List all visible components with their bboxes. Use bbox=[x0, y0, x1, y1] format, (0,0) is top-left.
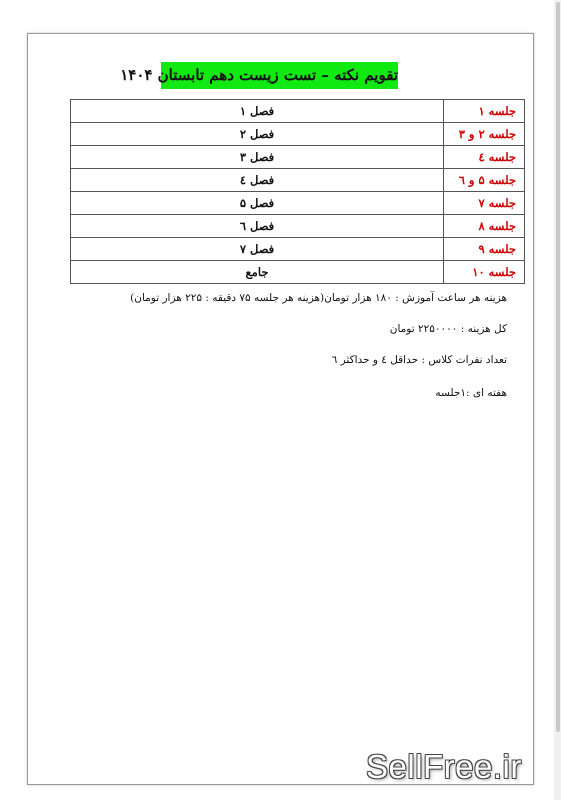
page-title: تقویم نکته – تست زیست دهم تابستان ۱۴۰۴ bbox=[161, 62, 398, 89]
scrollbar[interactable] bbox=[554, 0, 561, 800]
total-cost-note: کل هزینه : ۲۲۵۰۰۰۰ تومان bbox=[389, 323, 507, 335]
session-cell: جلسه ٤ bbox=[444, 146, 525, 169]
session-cell: جلسه ۸ bbox=[444, 215, 525, 238]
weekly-note: هفته ای :۱جلسه bbox=[435, 387, 507, 399]
session-cell: جلسه ۷ bbox=[444, 192, 525, 215]
document-page bbox=[27, 33, 534, 785]
chapter-cell: فصل ۳ bbox=[71, 146, 444, 169]
table-row bbox=[71, 192, 525, 215]
chapter-cell: فصل ۷ bbox=[71, 238, 444, 261]
chapter-cell: فصل ٤ bbox=[71, 169, 444, 192]
chapter-cell: جامع bbox=[71, 261, 444, 284]
session-cell: جلسه ۵ و ٦ bbox=[444, 169, 525, 192]
table-row bbox=[71, 123, 525, 146]
table-row bbox=[71, 100, 525, 123]
table-row bbox=[71, 238, 525, 261]
schedule-table bbox=[70, 99, 525, 284]
class-size-note: تعداد نفرات کلاس : حداقل ٤ و حداکثر ٦ bbox=[331, 354, 507, 366]
chapter-cell: فصل ٦ bbox=[71, 215, 444, 238]
table-row bbox=[71, 146, 525, 169]
chapter-cell: فصل ۵ bbox=[71, 192, 444, 215]
hourly-cost-note: هزینه هر ساعت آموزش : ۱۸۰ هزار تومان(هزینه هر جلسه ۷۵ دقیقه : ۲۲۵ هزار تومان) bbox=[130, 292, 507, 304]
table-row bbox=[71, 169, 525, 192]
table-row bbox=[71, 261, 525, 284]
session-cell: جلسه ۲ و ۳ bbox=[444, 123, 525, 146]
chapter-cell: فصل ۱ bbox=[71, 100, 444, 123]
table-row bbox=[71, 215, 525, 238]
watermark-logo: SellFree.ir bbox=[366, 748, 522, 785]
scrollbar-thumb[interactable] bbox=[556, 2, 560, 732]
session-cell: جلسه ۱۰ bbox=[444, 261, 525, 284]
chapter-cell: فصل ۲ bbox=[71, 123, 444, 146]
session-cell: جلسه ۱ bbox=[444, 100, 525, 123]
session-cell: جلسه ۹ bbox=[444, 238, 525, 261]
